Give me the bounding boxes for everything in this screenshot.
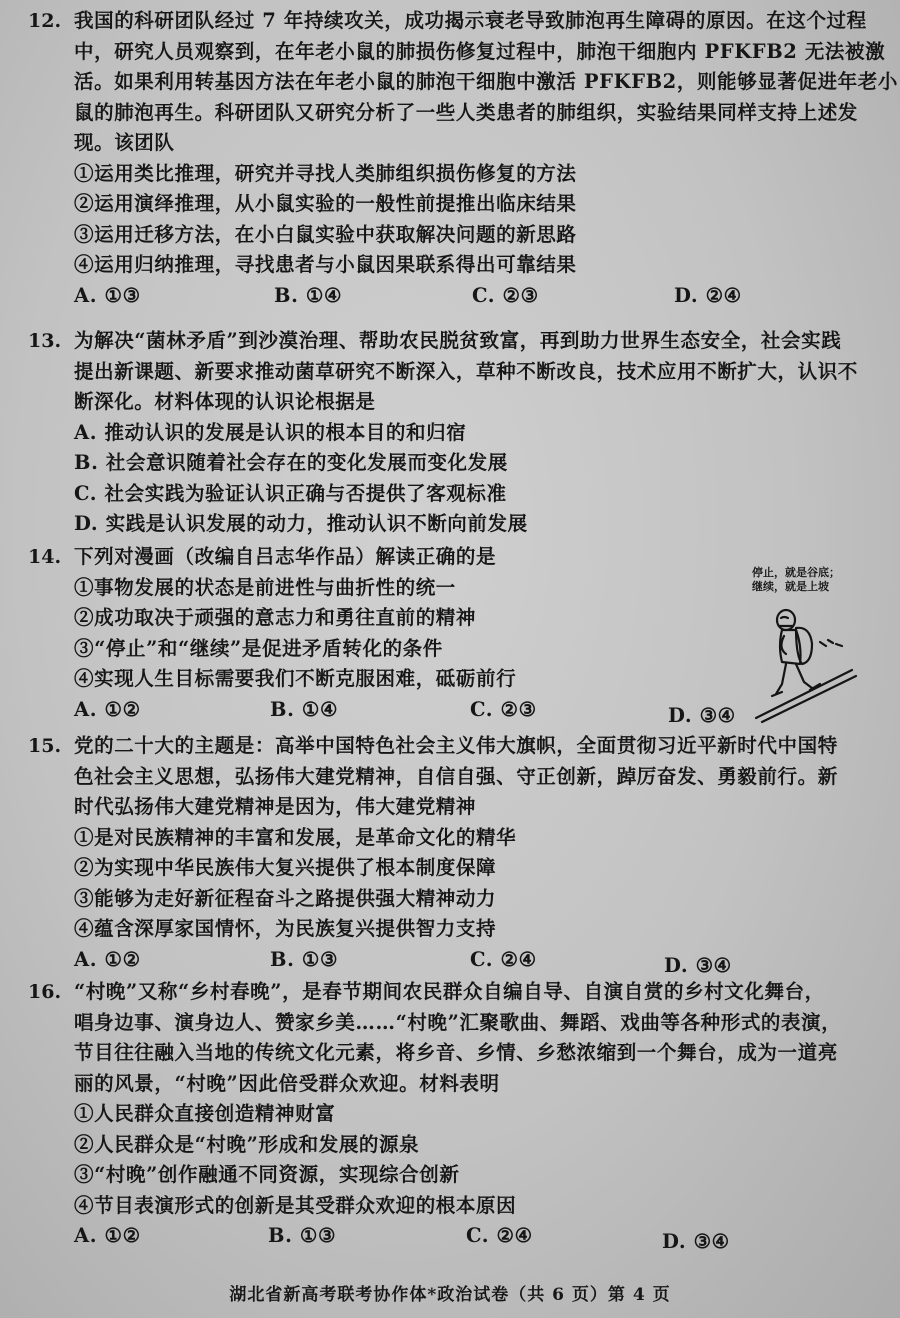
question-number: 12. bbox=[28, 10, 62, 32]
option-c[interactable]: C. 社会实践为验证认识正确与否提供了客观标准 bbox=[74, 481, 507, 505]
statement-item: ④节目表演形式的创新是其受群众欢迎的根本原因 bbox=[74, 1193, 517, 1217]
option-a[interactable]: A. ①③ bbox=[74, 283, 141, 307]
question-body bbox=[74, 731, 878, 977]
option-d[interactable]: D. ③④ bbox=[662, 1230, 730, 1253]
option-b[interactable]: B. ①③ bbox=[268, 1224, 337, 1247]
stem-line: 中，研究人员观察到，在年老小鼠的肺损伤修复过程中，肺泡干细胞内 PFKFB2 无法被激 bbox=[74, 39, 886, 63]
stem-line: 丽的风景，“村晚”因此倍受群众欢迎。材料表明 bbox=[74, 1071, 500, 1095]
question-15 bbox=[28, 731, 878, 977]
stem-line: 活。如果利用转基因方法在年老小鼠的肺泡干细胞中激活 PFKFB2，则能够显著促进年老小 bbox=[74, 70, 898, 93]
statement-item: ②为实现中华民族伟大复兴提供了根本制度保障 bbox=[74, 856, 497, 879]
statement-item: ③能够为走好新征程奋斗之路提供强大精神动力 bbox=[74, 886, 497, 910]
statement-item: ④运用归纳推理，寻找患者与小鼠因果联系得出可靠结果 bbox=[74, 253, 577, 276]
question-number: 14. bbox=[28, 546, 62, 568]
statement-item: ①运用类比推理，研究并寻找人类肺组织损伤修复的方法 bbox=[74, 161, 577, 185]
option-a[interactable]: A. ①② bbox=[74, 947, 141, 971]
statement-item: ③运用迁移方法，在小白鼠实验中获取解决问题的新思路 bbox=[74, 222, 577, 246]
option-d[interactable]: D. ③④ bbox=[668, 703, 736, 727]
question-number: 15. bbox=[28, 735, 62, 757]
question-13 bbox=[28, 326, 878, 540]
statement-item: ③“村晚”创作融通不同资源，实现综合创新 bbox=[74, 1163, 460, 1186]
statement-item: ②成功取决于顽强的意志力和勇往直前的精神 bbox=[74, 606, 477, 629]
option-c[interactable]: C. ②③ bbox=[472, 283, 539, 307]
stem-line: 断深化。材料体现的认识论根据是 bbox=[74, 390, 376, 413]
question-12 bbox=[28, 6, 898, 313]
stem-line: 唱身边事、演身边人、赞家乡美……“村晚”汇聚歌曲、舞蹈、戏曲等各种形式的表演， bbox=[74, 1010, 842, 1034]
stem-line: “村晚”又称“乡村春晚”，是春节期间农民群众自编自导、自演自赏的乡村文化舞台， bbox=[74, 980, 825, 1003]
choice-list bbox=[74, 418, 878, 540]
question-number: 16. bbox=[28, 981, 62, 1003]
option-a[interactable]: A. ①② bbox=[74, 1224, 141, 1247]
stem-line: 色社会主义思想，弘扬伟大建党精神，自信自强、守正创新，踔厉奋发、勇毅前行。新 bbox=[74, 764, 838, 788]
statement-item: ③“停止”和“继续”是促进矛盾转化的条件 bbox=[74, 636, 443, 660]
answer-options bbox=[74, 945, 878, 977]
answer-options bbox=[74, 1221, 878, 1253]
question-16 bbox=[28, 977, 878, 1253]
caption-line: 停止，就是谷底； bbox=[752, 566, 840, 579]
stem-line: 时代弘扬伟大建党精神是因为，伟大建党精神 bbox=[74, 795, 477, 818]
statement-item: ②运用演绎推理，从小鼠实验的一般性前提推出临床结果 bbox=[74, 192, 577, 215]
question-number: 13. bbox=[28, 330, 62, 352]
statement-item: ④蕴含深厚家国情怀，为民族复兴提供智力支持 bbox=[74, 917, 497, 940]
question-body bbox=[74, 977, 878, 1253]
page-footer: 湖北省新高考联考协作体*政治试卷（共 6 页）第 4 页 bbox=[229, 1285, 671, 1305]
option-c[interactable]: C. ②④ bbox=[466, 1224, 533, 1247]
option-d[interactable]: D. ③④ bbox=[664, 953, 732, 977]
stem-line: 现。该团队 bbox=[74, 131, 175, 154]
stem-line: 鼠的肺泡再生。科研团队又研究分析了一些人类患者的肺组织，实验结果同样支持上述发 bbox=[74, 100, 858, 124]
caption-line: 继续，就是上坡 bbox=[752, 580, 829, 593]
stem-line: 提出新课题、新要求推动菌草研究不断深入，草种不断改良，技术应用不断扩大，认识不 bbox=[74, 359, 858, 383]
option-c[interactable]: C. ②③ bbox=[470, 697, 537, 721]
question-body bbox=[74, 326, 878, 418]
option-b[interactable]: B. ①④ bbox=[274, 283, 343, 307]
stem-line: 我国的科研团队经过 7 年持续攻关，成功揭示衰老导致肺泡再生障碍的原因。在这个过程 bbox=[74, 9, 867, 32]
climbing-man-icon bbox=[748, 566, 864, 726]
statement-item: ①事物发展的状态是前进性与曲折性的统一 bbox=[74, 575, 456, 599]
stem-line: 下列对漫画（改编自吕志华作品）解读正确的是 bbox=[74, 545, 497, 568]
option-d[interactable]: D. 实践是认识发展的动力，推动认识不断向前发展 bbox=[74, 512, 528, 535]
stem-line: 节目往往融入当地的传统文化元素，将乡音、乡情、乡愁浓缩到一个舞台，成为一道亮 bbox=[74, 1041, 838, 1064]
option-d[interactable]: D. ②④ bbox=[674, 283, 742, 307]
statement-item: ①人民群众直接创造精神财富 bbox=[74, 1102, 336, 1125]
statement-item: ①是对民族精神的丰富和发展，是革命文化的精华 bbox=[74, 825, 517, 849]
option-c[interactable]: C. ②④ bbox=[470, 947, 537, 971]
stem-line: 党的二十大的主题是：高举中国特色社会主义伟大旗帜，全面贯彻习近平新时代中国特 bbox=[74, 734, 838, 757]
question-body bbox=[74, 6, 898, 313]
answer-options bbox=[74, 281, 878, 313]
option-a[interactable]: A. 推动认识的发展是认识的根本目的和归宿 bbox=[74, 420, 467, 444]
statement-item: ②人民群众是“村晚”形成和发展的源泉 bbox=[74, 1132, 420, 1156]
statement-item: ④实现人生目标需要我们不断克服困难，砥砺前行 bbox=[74, 667, 517, 690]
option-a[interactable]: A. ①② bbox=[74, 697, 141, 721]
stem-line: 为解决“菌林矛盾”到沙漠治理、帮助农民脱贫致富，再到助力世界生态安全，社会实践 bbox=[74, 329, 842, 352]
cartoon-illustration bbox=[748, 566, 864, 726]
option-b[interactable]: B. ①③ bbox=[270, 947, 339, 971]
option-b[interactable]: B. ①④ bbox=[270, 697, 339, 721]
option-b[interactable]: B. 社会意识随着社会存在的变化发展而变化发展 bbox=[74, 451, 508, 474]
